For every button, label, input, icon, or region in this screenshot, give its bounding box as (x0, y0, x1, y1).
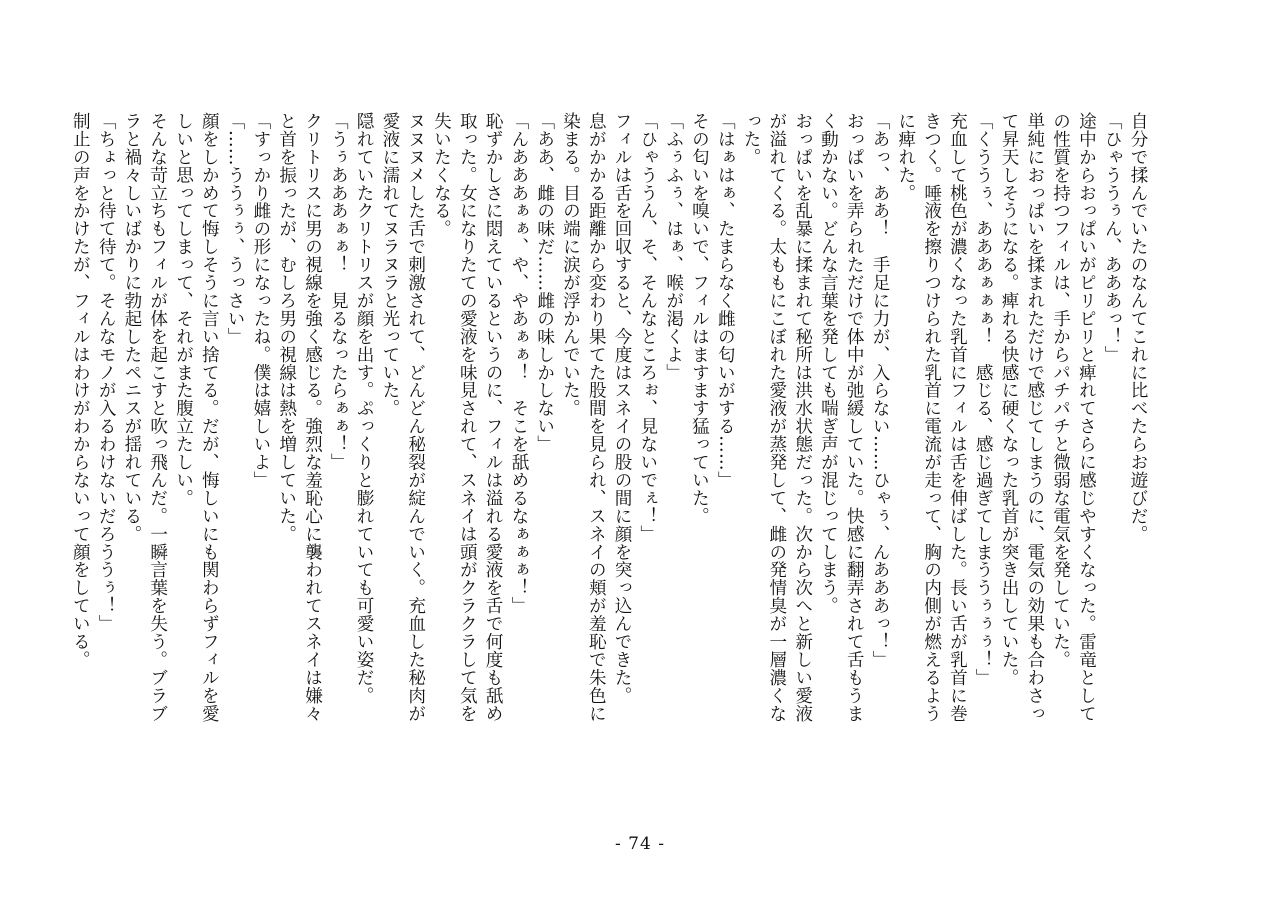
paragraph: フィルは舌を回収すると、今度はスネイの股の間に顔を突っ込んできた。 (612, 112, 633, 705)
paragraph: 「あっ、ああ！ 手足に力が、入らない……ひゃぅ、んあああっ！」 (870, 112, 891, 669)
paragraph: 「ああ、雌の味だ……雌の味しかしない」 (534, 112, 555, 454)
paragraph: 単純におっぱいを揉まれただけで感じてしまうのに、電気の効果も合わさって昇天しそうになる。痺れる快感に硬くなった乳首が突き出していた。 (999, 112, 1045, 723)
body-text (70, 112, 1150, 732)
paragraph: ヌヌヌメした舌で刺激されて、どんどん秘裂が綻んでいく。充血した秘肉が愛液に濡れてヌラヌラと光っていた。 (379, 112, 426, 723)
paragraph: おっぱいを乱暴に揉まれて秘所は洪水状態だった。次から次へと新しい愛液が溢れてくる。太ももにこぼれた愛液が蒸発して、雌の発情臭が一層濃くなった。 (741, 112, 813, 723)
paragraph: 充血して桃色が濃くなった乳首にフィルは舌を伸ばした。長い舌が乳首に巻きつく。唾液を擦りつけられた乳首に電流が走って、胸の内側が燃えるように痺れた。 (895, 112, 968, 723)
paragraph: 「んあああぁぁ、や、やあぁぁ！ そこを舐めるなぁぁぁ！」 (508, 112, 529, 615)
paragraph: 恥ずかしさに悶えているというのに、フィルは溢れる愛液を舌で何度も舐め取った。女になりたての愛液を味見されて、スネイは頭がクラクラして気を失いたくなる。 (431, 112, 504, 723)
paragraph: 顔をしかめて悔しそうに言い捨てる。だが、悔しいにも関わらずフィルを愛しいと思ってしまって、それがまた腹立たしい。 (173, 112, 220, 723)
paragraph: おっぱいを弄られただけで体中が弛緩していた。快感に翻弄されて舌もうまく動かない。どんな言葉を発しても喘ぎ声が混じってしまう。 (818, 112, 865, 723)
paragraph: クリトリスに男の視線を強く感じる。強烈な羞恥心に襲われてスネイは嫌々と首を振ったが、むしろ男の視線は熱を増していた。 (276, 112, 323, 723)
paragraph: 「ひゃううぅん、あああっ！」 (1102, 112, 1123, 364)
paragraph: 制止の声をかけたが、フィルはわけがわからないって顔をしている。 (70, 112, 91, 669)
paragraph: そんな苛立ちもフィルが体を起こすと吹っ飛んだ。一瞬言葉を失う。ブラブラと禍々しいばかりに勃起したペニスが揺れている。 (121, 112, 168, 723)
paragraph: 「すっかり雌の形になったね。僕は嬉しいよ」 (250, 112, 271, 489)
paragraph: 息がかかる距離から変わり果てた股間を見られ、スネイの頬が羞恥で朱色に染まる。目の端に涙が浮かんでいた。 (560, 112, 607, 723)
paragraph: 「ひゃううん、そ、そんなところぉ、見ないでぇ！」 (637, 112, 658, 543)
paragraph: その匂いを嗅いで、フィルはますます猛っていた。 (689, 112, 710, 525)
paragraph: 「……ううぅぅ、うっさい」 (225, 112, 246, 346)
paragraph: 自分で揉んでいたのなんてこれに比べたらお遊びだ。 (1128, 112, 1148, 543)
paragraph: 「ふぅふぅ、はぁ、喉が渇くよ」 (663, 112, 684, 382)
paragraph: 途中からおっぱいがピリピリと痺れてさらに感じやすくなった。雷竜としての性質を持つフィルは、手からパチパチと微弱な電気を発していた。 (1050, 112, 1097, 723)
paragraph: 「うぅあああぁぁ！ 見るなったらぁぁ！」 (328, 112, 349, 471)
paragraph: 隠れていたクリトリスが顔を出す。ぷっくりと膨れていても可愛い姿だ。 (354, 112, 375, 705)
page-number: - 74 - (615, 834, 665, 854)
paragraph: 「はぁはぁ、たまらなく雌の匂いがする……」 (715, 112, 736, 489)
paragraph: 「くううぅ、あああぁぁぁ！ 感じる、感じ過ぎてしまううぅぅぅ！」 (973, 112, 994, 687)
paragraph: 「ちょっと待て待て。そんなモノが入るわけないだろううぅ！」 (96, 112, 117, 633)
